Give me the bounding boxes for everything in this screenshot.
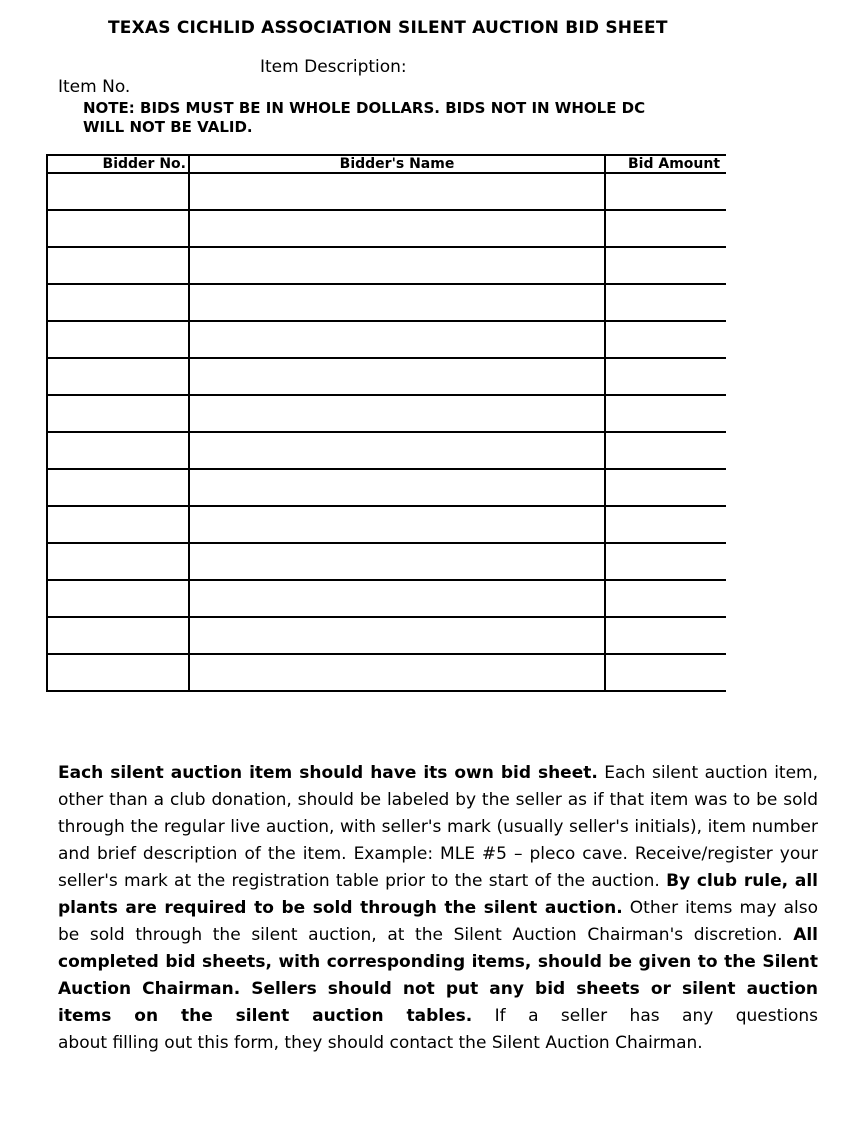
- bid-row: [47, 469, 726, 506]
- bid-row: [47, 543, 726, 580]
- bidder-name-cell[interactable]: [189, 432, 605, 469]
- bid-row: [47, 247, 726, 284]
- bid-row: [47, 654, 726, 691]
- bid-amount-cell[interactable]: [605, 210, 726, 247]
- bidder-number-cell[interactable]: [47, 173, 189, 210]
- bid-amount-cell[interactable]: [605, 321, 726, 358]
- instruction-plants-rule: By club rule, all plants are required to be sold through the silent auction.: [58, 871, 819, 918]
- note-line-2: WILL NOT BE VALID.: [83, 118, 253, 136]
- note-line-1: NOTE: BIDS MUST BE IN WHOLE DOLLARS. BIDS NOT IN WHOLE DC: [83, 99, 646, 117]
- bid-row: [47, 358, 726, 395]
- bidder-name-cell[interactable]: [189, 654, 605, 691]
- bid-amount-cell[interactable]: [605, 395, 726, 432]
- whole-dollar-note: [83, 99, 725, 137]
- bid-amount-cell[interactable]: [605, 617, 726, 654]
- bidder-number-cell[interactable]: [47, 543, 189, 580]
- sheet-title: TEXAS CICHLID ASSOCIATION SILENT AUCTION BID SHEET: [108, 18, 668, 38]
- bidder-name-cell[interactable]: [189, 506, 605, 543]
- bid-amount-cell[interactable]: [605, 173, 726, 210]
- bidder-number-cell[interactable]: [47, 395, 189, 432]
- bidder-number-cell[interactable]: [47, 210, 189, 247]
- bidder-name-cell[interactable]: [189, 395, 605, 432]
- bidder-name-cell[interactable]: [189, 469, 605, 506]
- bidder-number-cell[interactable]: [47, 469, 189, 506]
- bidder-number-cell[interactable]: [47, 358, 189, 395]
- bid-row: [47, 617, 726, 654]
- bid-amount-cell[interactable]: [605, 543, 726, 580]
- bid-row: [47, 506, 726, 543]
- bid-table-body: [47, 173, 726, 691]
- bid-row: [47, 173, 726, 210]
- bidder-number-cell[interactable]: [47, 247, 189, 284]
- column-header-bid-amount: Bid Amount: [605, 155, 726, 173]
- bidder-name-cell[interactable]: [189, 210, 605, 247]
- bid-table-container: [46, 154, 726, 720]
- bidder-name-cell[interactable]: [189, 247, 605, 284]
- bidder-name-cell[interactable]: [189, 580, 605, 617]
- instruction-other-items: Other items may also be sold through the silent auction, at the Silent Auction Chairman's discretion.: [58, 898, 818, 945]
- bid-amount-cell[interactable]: [605, 247, 726, 284]
- instruction-completed-sheets: All completed bid sheets, with corresponding items, should be given to the Silent Auction Chairman. Sellers should not put any bid sheets or silent auction items on the silent auction tables.: [58, 925, 818, 1026]
- column-header-bidder-name: Bidder's Name: [189, 155, 605, 173]
- bidder-number-cell[interactable]: [47, 654, 189, 691]
- bid-row: [47, 321, 726, 358]
- bid-amount-cell[interactable]: [605, 432, 726, 469]
- instructions-body: [58, 760, 818, 1030]
- item-number-label: Item No.: [58, 77, 131, 97]
- bid-row: [47, 210, 726, 247]
- instructions-paragraph: [58, 760, 818, 1057]
- bidder-name-cell[interactable]: [189, 617, 605, 654]
- bidder-number-cell[interactable]: [47, 284, 189, 321]
- instruction-contact: about filling out this form, they should contact the Silent Auction Chairman.: [58, 1033, 703, 1053]
- bid-row: [47, 432, 726, 469]
- bidder-name-cell[interactable]: [189, 321, 605, 358]
- bidder-name-cell[interactable]: [189, 358, 605, 395]
- bidder-name-cell[interactable]: [189, 173, 605, 210]
- bid-table: [46, 154, 726, 692]
- bidder-number-cell[interactable]: [47, 432, 189, 469]
- bid-amount-cell[interactable]: [605, 506, 726, 543]
- bidder-number-cell[interactable]: [47, 617, 189, 654]
- bid-amount-cell[interactable]: [605, 358, 726, 395]
- bidder-name-cell[interactable]: [189, 284, 605, 321]
- bid-amount-cell[interactable]: [605, 469, 726, 506]
- instruction-questions: If a seller has any questions: [494, 1006, 819, 1026]
- bid-amount-cell[interactable]: [605, 580, 726, 617]
- instruction-own-sheet: Each silent auction item should have its own bid sheet.: [58, 763, 598, 783]
- bidder-number-cell[interactable]: [47, 506, 189, 543]
- bid-row: [47, 284, 726, 321]
- instruction-labeling: Each silent auction item, other than a club donation, should be labeled by the seller as if that item was to be sold through the regular live auction, with seller's mark (usually seller's initials), item number and brief description of the item. Example: MLE #5 – pleco cave. Receive/register your seller's mark at the registration table prior to the start of the auction.: [58, 763, 819, 891]
- bid-row: [47, 395, 726, 432]
- bidder-name-cell[interactable]: [189, 543, 605, 580]
- bidder-number-cell[interactable]: [47, 580, 189, 617]
- bidder-number-cell[interactable]: [47, 321, 189, 358]
- bid-amount-cell[interactable]: [605, 654, 726, 691]
- bid-amount-cell[interactable]: [605, 284, 726, 321]
- column-header-bidder-no: Bidder No.: [47, 155, 189, 173]
- item-description-label: Item Description:: [260, 57, 407, 77]
- bid-row: [47, 580, 726, 617]
- bid-table-header-row: [47, 155, 726, 173]
